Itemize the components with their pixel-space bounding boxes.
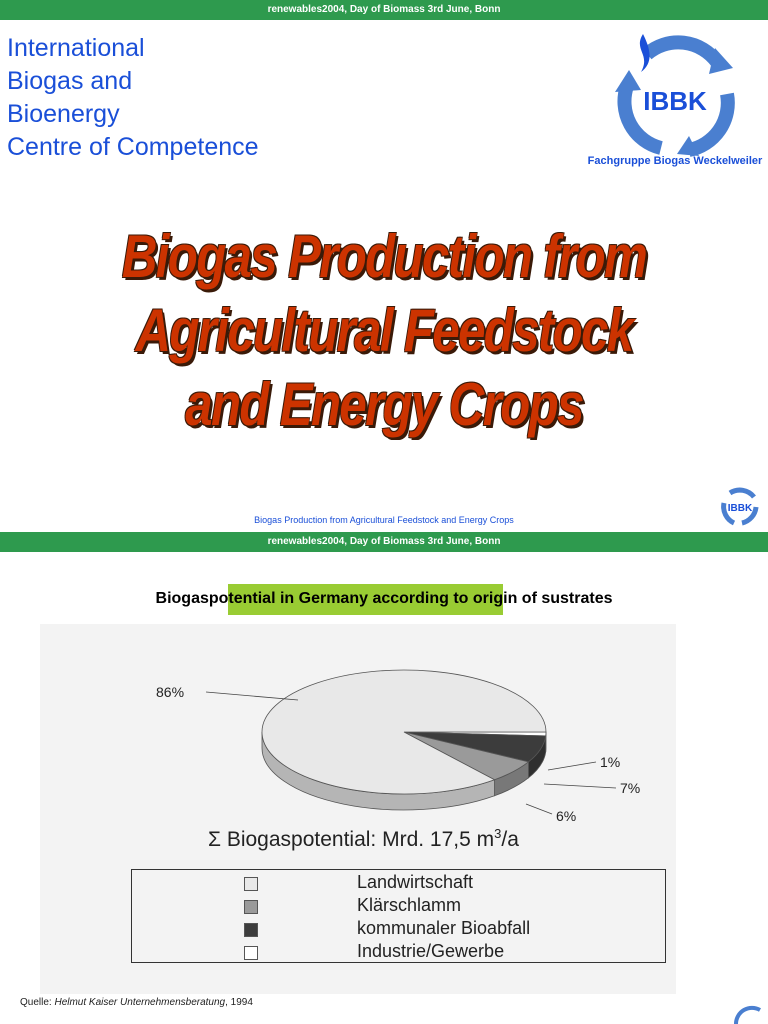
legend-swatch	[244, 923, 258, 937]
pie-label-1: 1%	[600, 754, 621, 770]
title-line-1: Biogas Production from	[121, 223, 647, 290]
ibbk-logo	[585, 24, 765, 174]
source-prefix: Quelle:	[20, 997, 55, 1008]
title-line-2: Agricultural Feedstock	[135, 297, 633, 364]
org-line-4: Centre of Competence	[7, 133, 259, 161]
legend-swatch	[244, 946, 258, 960]
chart-title-highlight: tential in Germany according to orig	[228, 584, 503, 615]
legend-swatch	[244, 877, 258, 891]
org-line-1: International	[7, 34, 145, 62]
leader-line-1	[548, 762, 596, 770]
org-line-3: Bioenergy	[7, 100, 120, 128]
leader-line-2	[544, 784, 616, 788]
source-citation	[20, 997, 253, 1008]
org-line-2: Biogas and	[7, 67, 133, 95]
legend-label-landwirtschaft: Landwirtschaft	[357, 872, 474, 892]
legend-label-bioabfall: kommunaler Bioabfall	[357, 918, 531, 938]
pie-label-86: 86%	[156, 684, 185, 700]
leader-line-3	[526, 804, 552, 814]
logo-text: IBBK	[643, 86, 707, 116]
flame-icon	[640, 34, 650, 72]
source-author: Helmut Kaiser Unternehmensberatung	[54, 997, 226, 1008]
chart-title	[0, 590, 768, 608]
legend-swatch	[244, 900, 258, 914]
chart-title-part1: Biogaspo	[155, 590, 229, 607]
legend-label-industrie: Industrie/Gewerbe	[357, 941, 505, 961]
leader-line-0	[206, 692, 298, 700]
ibbk-logo-corner	[726, 1002, 766, 1024]
logo-caption: Fachgruppe Biogas Weckelweiler	[587, 155, 763, 167]
slide-header-bar: renewables2004, Day of Biomass 3rd June, Bonn	[0, 532, 768, 552]
logo-small-text: IBBK	[727, 503, 753, 514]
scanned-figure	[40, 624, 676, 994]
slide-header-bar: renewables2004, Day of Biomass 3rd June, Bonn	[0, 0, 768, 20]
total-potential-unit: /a	[501, 828, 519, 851]
legend-label-klaerschlamm: Klärschlamm	[357, 895, 462, 915]
chart-slide	[0, 532, 768, 1024]
total-potential-exponent: 3	[494, 826, 502, 841]
title-line-3: and Energy Crops	[185, 371, 583, 438]
presentation-title	[69, 220, 699, 442]
total-potential-text: Σ Biogaspotential: Mrd. 17,5 m	[208, 828, 495, 851]
total-potential	[208, 826, 519, 852]
chart-legend	[131, 869, 666, 963]
organization-name	[7, 32, 259, 164]
pie-label-6: 6%	[556, 808, 577, 824]
source-year: , 1994	[225, 997, 253, 1008]
pie-chart	[40, 624, 676, 824]
slide-footer: Biogas Production from Agricultural Feedstock and Energy Crops	[254, 515, 514, 525]
chart-title-part2: in of sustrates	[503, 590, 613, 607]
pie-label-7: 7%	[620, 780, 641, 796]
